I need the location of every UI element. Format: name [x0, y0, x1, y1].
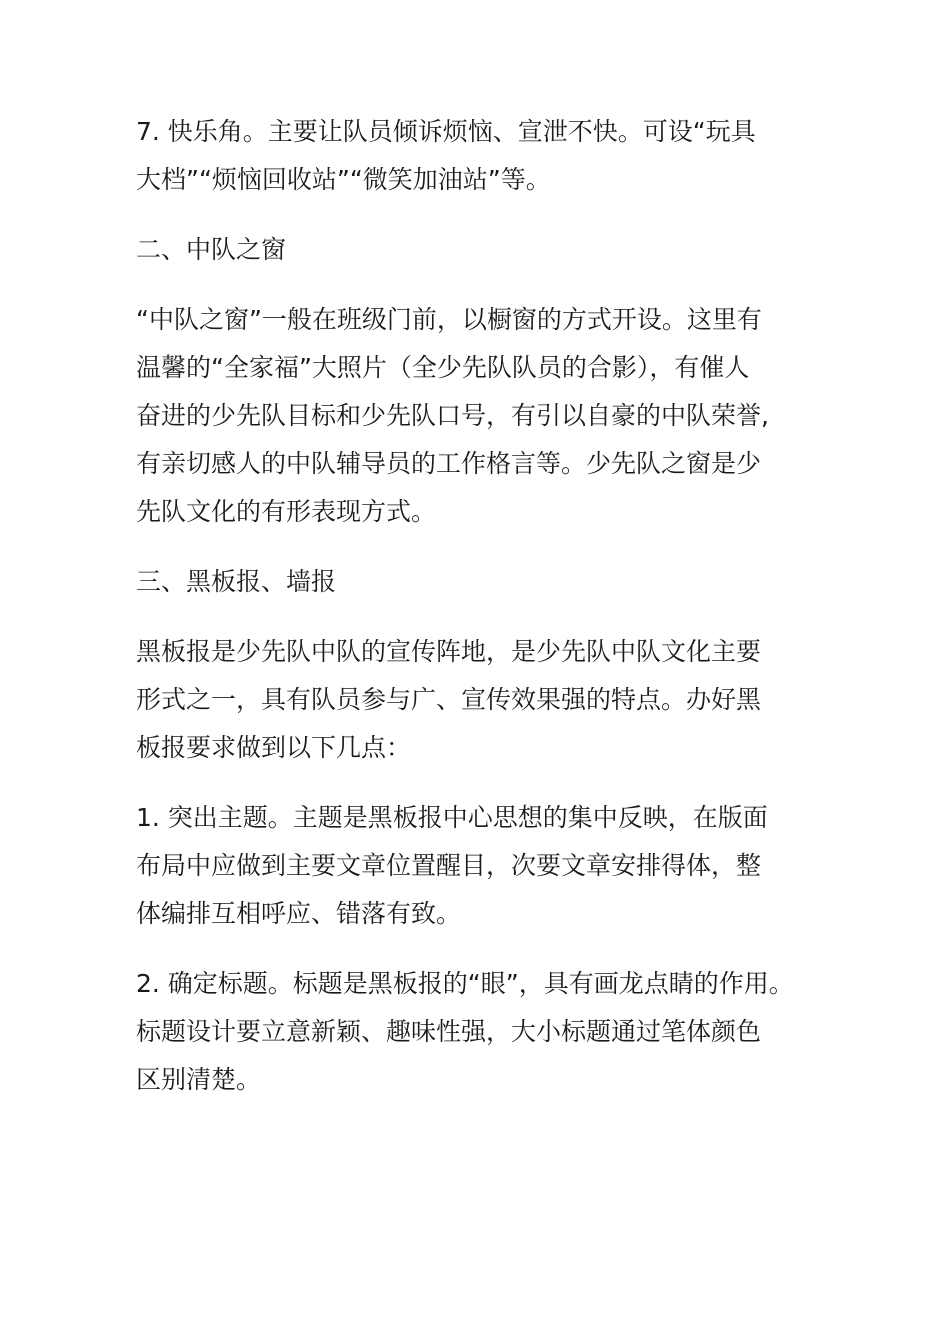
paragraph-squadron-window — [136, 296, 836, 536]
paragraph-happy-corner — [136, 108, 836, 204]
text-line: 奋进的少先队目标和少先队口号，有引以自豪的中队荣誉, — [136, 401, 769, 430]
text-line: 标题设计要立意新颖、趣味性强，大小标题通过笔体颜色 — [136, 1017, 762, 1046]
text-line: “中队之窗”一般在班级门前，以橱窗的方式开设。这里有 — [136, 305, 762, 334]
text-line: 温馨的“全家福”大照片（全少先队队员的合影），有催人 — [136, 353, 750, 382]
text-line: 先队文化的有形表现方式。 — [136, 497, 437, 526]
document-body — [136, 108, 836, 1126]
text-line: 体编排互相呼应、错落有致。 — [136, 899, 462, 928]
text-line: 1. 突出主题。主题是黑板报中心思想的集中反映，在版面 — [136, 803, 768, 832]
section-heading-blackboard — [136, 558, 836, 606]
text-line: 布局中应做到主要文章位置醒目，次要文章安排得体，整 — [136, 851, 762, 880]
paragraph-define-title — [136, 960, 836, 1104]
paragraph-blackboard-intro — [136, 628, 836, 772]
text-line: 大档”“烦恼回收站”“微笑加油站”等。 — [136, 165, 551, 194]
section-heading-squadron-window — [136, 226, 836, 274]
heading-text: 三、黑板报、墙报 — [136, 567, 337, 596]
text-line: 形式之一，具有队员参与广、宣传效果强的特点。办好黑 — [136, 685, 762, 714]
heading-text: 二、中队之窗 — [136, 235, 287, 264]
text-line: 区别清楚。 — [136, 1065, 262, 1094]
text-line: 有亲切感人的中队辅导员的工作格言等。少先队之窗是少 — [136, 449, 762, 478]
text-line: 7. 快乐角。主要让队员倾诉烦恼、宣泄不快。可设“玩具 — [136, 117, 756, 146]
paragraph-highlight-theme — [136, 794, 836, 938]
text-line: 2. 确定标题。标题是黑板报的“眼”，具有画龙点睛的作用。 — [136, 969, 794, 998]
text-line: 板报要求做到以下几点： — [136, 733, 412, 762]
text-line: 黑板报是少先队中队的宣传阵地，是少先队中队文化主要 — [136, 637, 762, 666]
